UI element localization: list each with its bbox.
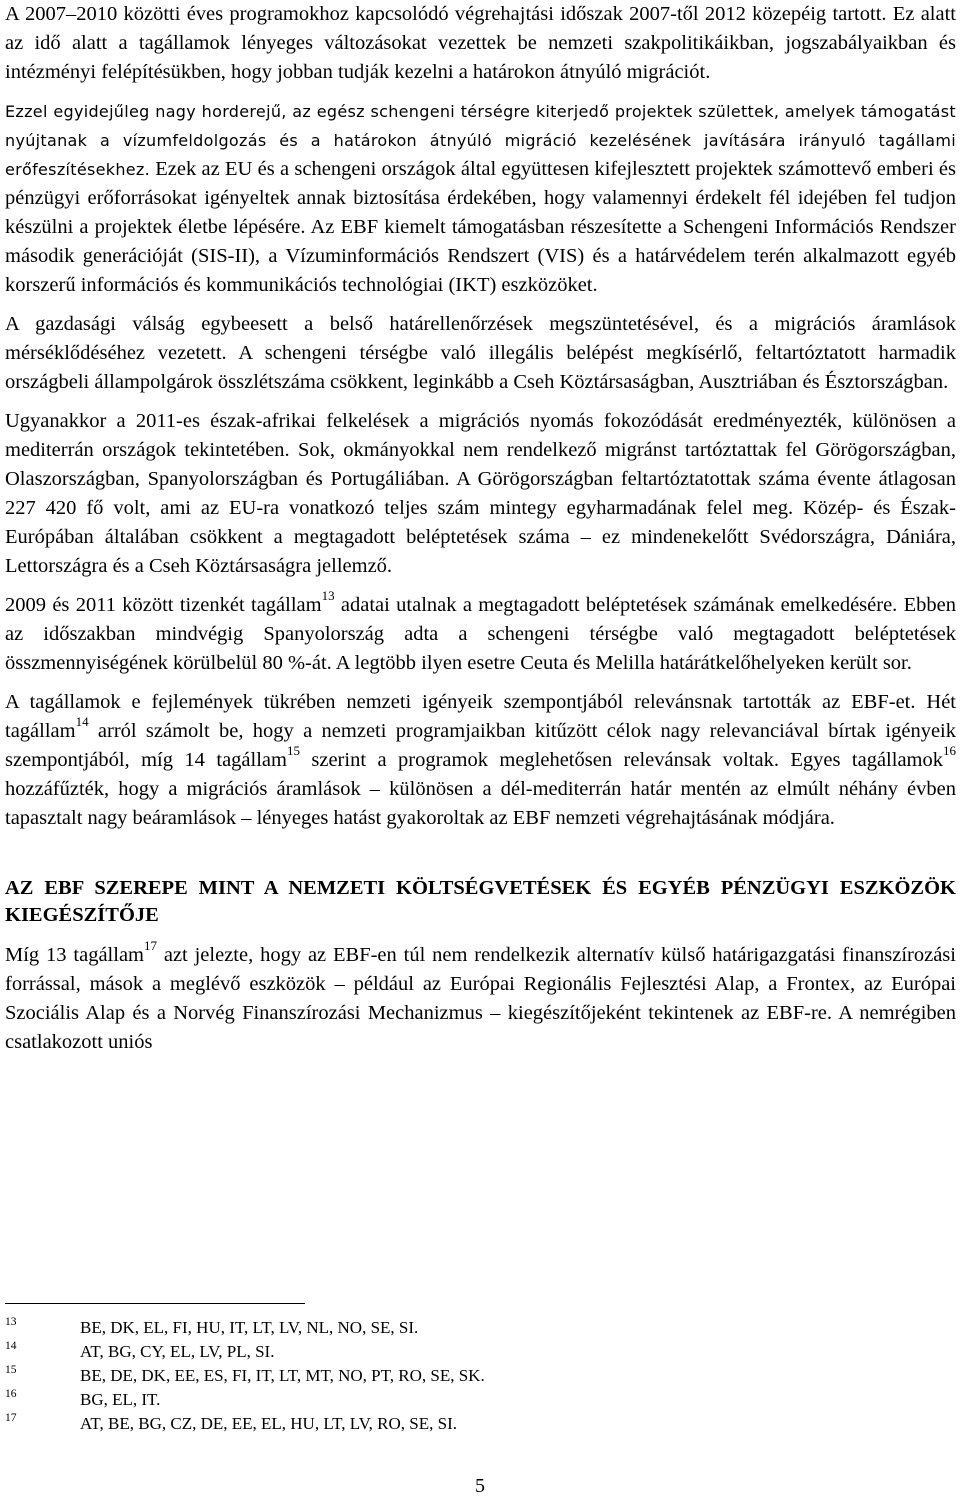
footnote-number: 17 bbox=[5, 1412, 17, 1424]
paragraph-implementation-period: A 2007–2010 közötti éves programokhoz kapcsolódó végrehajtási időszak 2007-től 2012 közepéig tartott. Ez alatt az idő alatt a tagállamok lényeges változásokat vezettek be nemzeti szakpolitikáikban, jogszabályaikban és intézményi felépítésükben, hogy jobban tudják kezelni a határokon átnyúló migrációt. bbox=[5, 3, 956, 83]
footnote bbox=[5, 1388, 956, 1412]
footnote-ref-15[interactable]: 15 bbox=[286, 743, 300, 759]
footnote-text: BE, DE, DK, EE, ES, FI, IT, LT, MT, NO, PT, RO, SE, SK. bbox=[80, 1366, 485, 1385]
footnote bbox=[5, 1340, 956, 1364]
paragraph-serif-segment: Ezek az EU és a schengeni országok által együttesen kifejlesztett projektek számottevő emberi és pénzügyi erőforrásokat igényeltek annak biztosítása érdekében, hogy valamennyi érdekelt fél idejében fel tudjon készülni a projektek életbe lépésére. Az EBF kiemelt támogatásban részesítette a Schengeni Információs Rendszer második generációját (SIS-II), a Vízuminformációs Rendszert (VIS) és a határvédelem terén alkalmazott egyéb korszerű információs és kommunikációs technológiai (IKT) eszközöket. bbox=[5, 158, 956, 296]
paragraph-economic-crisis: A gazdasági válság egybeesett a belső határellenőrzések megszüntetésével, és a migrációs áramlások mérséklődéséhez vezetett. A schengeni térségbe való illegális belépést megkísérlő, feltartóztatott harmadik országbeli állampolgárok összlétszáma csökkent, leginkább a Cseh Köztársaságban, Ausztriában és Észtországban. bbox=[5, 313, 956, 393]
footnote-text: AT, BE, BG, CZ, DE, EE, EL, HU, LT, LV, RO, SE, SI. bbox=[80, 1414, 458, 1433]
footnotes bbox=[5, 1303, 956, 1436]
paragraph-north-african-uprisings: Ugyanakkor a 2011-es észak-afrikai felkelések a migrációs nyomás fokozódását eredményezték, különösen a mediterrán országok tekintetében. Sok, okmányokkal nem rendelkező migránst tartóztattak fel Görögországban, Olaszországban, Spanyolországban és Portugáliában. A Görögországban feltartóztatottak száma évente átlagosan 227 420 fő volt, ami az EU-ra vonatkozó teljes szám mintegy egyharmadának felel meg. Közép- és Észak-Európában általában csökkent a megtagadott beléptetések száma – ez mindenekelőtt Svédországra, Dániára, Lettországra és a Cseh Köztársaságra jellemző. bbox=[5, 410, 956, 577]
footnote-number: 15 bbox=[5, 1364, 17, 1376]
page-number: 5 bbox=[475, 1475, 485, 1497]
footnote-number: 16 bbox=[5, 1388, 17, 1400]
footnote-ref-14[interactable]: 14 bbox=[75, 714, 89, 730]
document-body bbox=[5, 0, 956, 1057]
footnote-ref-17[interactable]: 17 bbox=[143, 938, 157, 954]
footnote bbox=[5, 1364, 956, 1388]
paragraph-schengen-projects bbox=[5, 97, 956, 300]
footnote bbox=[5, 1316, 956, 1340]
footnote-separator bbox=[5, 1303, 305, 1304]
paragraph-refused-entries: 2009 és 2011 között tizenkét tagállam$^{13}$ adatai utalnak a megtagadott beléptetések számának emelkedésére. Ebben az időszakban mindvégig Spanyolország adta a schengeni térségbe való megtagadott beléptetések összmennyiségének körülbelül 80 %-át. A legtöbb ilyen esetre Ceuta és Melilla határátkelőhelyeken került sor. bbox=[5, 588, 956, 674]
footnote-text: BE, DK, EL, FI, HU, IT, LT, LV, NL, NO, SE, SI. bbox=[80, 1318, 419, 1337]
footnote-text: BG, EL, IT. bbox=[80, 1390, 161, 1409]
paragraph-sans-segment: Ezzel egyidejűleg nagy horderejű, az egész schengeni térségre kiterjedő projektek születtek, amelyek támogatást nyújtanak a vízumfeldolgozás és a határokon átnyúló migráció kezelésének javítására irányuló tagállami erőfeszítésekhez. bbox=[5, 102, 956, 179]
footnote-number: 14 bbox=[5, 1340, 17, 1352]
footnote-ref-13[interactable]: 13 bbox=[321, 588, 335, 604]
footnote-number: 13 bbox=[5, 1316, 17, 1328]
paragraph-alternative-funding: Míg 13 tagállam$^{17}$ azt jelezte, hogy az EBF-en túl nem rendelkezik alternatív külső határigazgatási finanszírozási forrással, mások a meglévő eszközök – például az Európai Regionális Fejlesztési Alap, a Frontex, az Európai Szociális Alap és a Norvég Finanszírozási Mechanizmus – kiegészítőjeként tekintenek az EBF-re. A nemrégiben csatlakozott uniós bbox=[5, 938, 956, 1053]
section-heading: AZ EBF SZEREPE MINT A NEMZETI KÖLTSÉGVETÉSEK ÉS EGYÉB PÉNZÜGYI ESZKÖZÖK KIEGÉSZÍTŐJE bbox=[5, 877, 956, 926]
footnote bbox=[5, 1412, 956, 1436]
paragraph-relevance: A tagállamok e fejlemények tükrében nemzeti igényeik szempontjából relevánsnak tartották az EBF-et. Hét tagállam$^{14}$ arról számolt be, hogy a nemzeti programjaikban kitűzött célok nagy relevanciával bírtak igényeik szempontjából, míg 14 tagállam$^{15}$ szerint a programok meglehetősen relevánsak voltak. Egyes tagállamok$^{16}$ hozzáfűzték, hogy a migrációs áramlások – különösen a dél-mediterrán határ mentén az elmúlt néhány évben tapasztalt nagy beáramlások – lényeges hatást gyakoroltak az EBF nemzeti végrehajtásának módjára. bbox=[5, 691, 956, 829]
footnote-ref-16[interactable]: 16 bbox=[943, 743, 956, 759]
footnote-text: AT, BG, CY, EL, LV, PL, SI. bbox=[80, 1342, 275, 1361]
